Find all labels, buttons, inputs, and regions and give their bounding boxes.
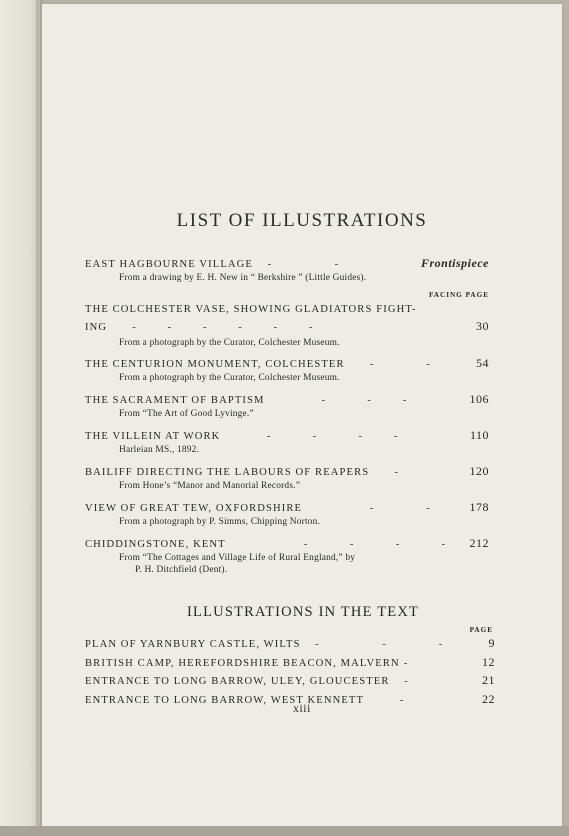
leader: - [393,676,408,687]
entry-source: From a drawing by E. H. New in “ Berkshire ” (Little Guides). [119,273,367,283]
facing-page-header: FACING PAGE [428,291,489,299]
leader: - - [348,359,430,370]
entry-page: 54 [476,356,489,370]
list-item [85,672,495,691]
entry-page: 9 [488,636,495,650]
entry-source: From a photograph by the Curator, Colchester Museum. [119,373,340,383]
list-item [85,256,489,284]
entry-page: 30 [476,319,489,333]
leader: - [403,657,408,669]
leader: - [373,467,398,478]
entry-page: 12 [482,654,495,669]
entry-source: Harleian MS., 1892. [119,445,200,455]
entry-source: From Hone’s “Manor and Manorial Records.” [119,481,301,491]
entry-title: ENTRANCE TO LONG BARROW, ULEY, GLOUCESTER [85,676,390,687]
facing-page-edge [0,0,40,836]
leader: - - - [304,639,443,650]
page-title: LIST OF ILLUSTRATIONS [176,210,428,231]
leader: - - - - [224,431,398,442]
entry-title: ENTRANCE TO LONG BARROW, WEST KENNETT [85,694,365,706]
leader: - [368,694,404,706]
entry-source: From “The Cottages and Village Life of Rural England,” by [119,553,356,563]
page-number: xiii [293,703,311,715]
entry-title: EAST HAGBOURNE VILLAGE [85,259,253,270]
entry-title: THE CENTURION MONUMENT, COLCHESTER [85,359,345,370]
entry-title: THE COLCHESTER VASE, SHOWING GLADIATORS FIGHT- [85,304,417,315]
list-item [85,302,489,349]
leader: - - - - - - [111,322,313,333]
page-bottom-edge [0,826,569,836]
leader: - - - - [229,539,446,550]
leader: - - - [268,395,407,406]
list-item [85,536,489,576]
page-column-header: PAGE [469,626,493,634]
entry-title: VIEW OF GREAT TEW, OXFORDSHIRE [85,503,303,514]
entry-title: THE SACRAMENT OF BAPTISM [85,395,265,406]
entry-title: BAILIFF DIRECTING THE LABOURS OF REAPERS [85,467,370,478]
entry-page: 106 [469,392,489,406]
entry-page: 120 [469,464,489,478]
entry-page: 21 [482,673,495,687]
illustrations-list [85,256,489,576]
list-item [85,654,495,673]
text-illustrations-list [85,619,495,709]
entry-page: 178 [469,500,489,514]
text-illustrations-title: ILLUSTRATIONS IN THE TEXT [187,604,420,620]
list-item [85,356,489,384]
entry-page: 22 [482,691,495,706]
entry-title: BRITISH CAMP, HEREFORDSHIRE BEACON, MALVERN [85,657,400,669]
entry-title-continued: ING [85,322,108,333]
book-page [42,4,562,826]
list-item [85,428,489,456]
entry-source: From a photograph by P. Simms, Chipping Norton. [119,517,321,527]
entry-page: 110 [469,428,489,442]
leader: - - [257,259,339,270]
entry-title: PLAN OF YARNBURY CASTLE, WILTS [85,639,301,650]
entry-source: From a photograph by the Curator, Colchester Museum. [119,338,340,348]
leader: - - [306,503,430,514]
list-item [85,392,489,420]
entry-title: THE VILLEIN AT WORK [85,431,221,442]
list-item [85,464,489,492]
entry-title: CHIDDINGSTONE, KENT [85,539,226,550]
entry-source: From “The Art of Good Lyvinge.” [119,409,254,419]
entry-page: Frontispiece [421,256,489,270]
entry-source-continued: P. H. Ditchfield (Dent). [135,565,228,575]
list-item [85,635,495,654]
list-item [85,500,489,528]
entry-page: 212 [469,536,489,550]
